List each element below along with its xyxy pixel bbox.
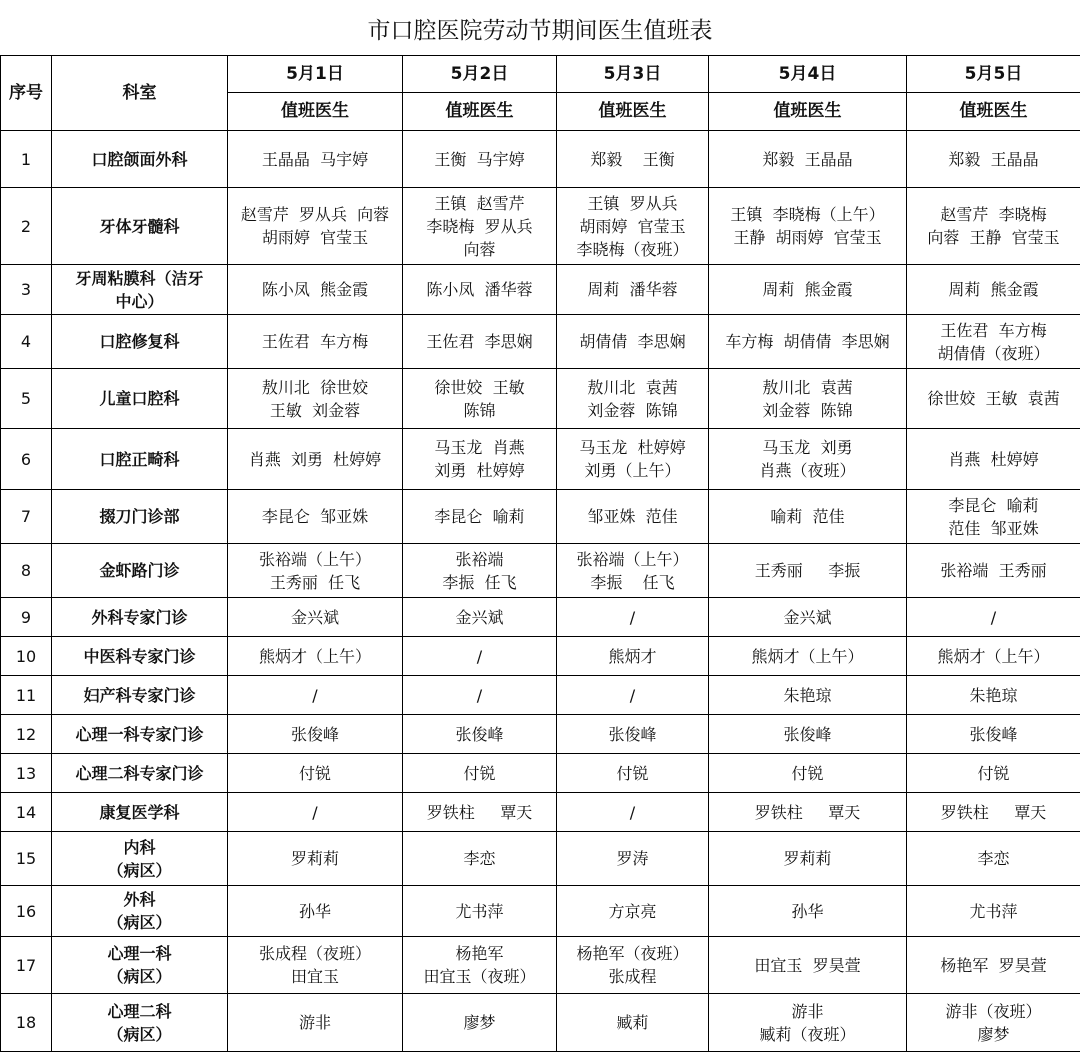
duty-cell	[403, 369, 557, 429]
duty-roster-table	[0, 55, 1080, 1052]
doctor-names: 尤书萍	[969, 901, 1018, 921]
duty-cell	[557, 937, 709, 994]
doctor-names: 金兴斌	[783, 607, 832, 627]
doctor-names: 游非	[298, 1013, 331, 1032]
department-cell	[52, 886, 228, 937]
header-seq: 序号	[1, 56, 52, 131]
duty-cell	[907, 315, 1080, 369]
doctor-names: 肖燕 刘勇 杜婷婷	[248, 449, 382, 469]
doctor-names: 徐世姣 王敏 袁茜	[927, 389, 1060, 408]
doctor-names: 罗莉莉	[290, 849, 339, 868]
duty-cell	[403, 265, 557, 315]
table-row	[1, 131, 1080, 188]
duty-cell	[557, 715, 709, 754]
duty-cell	[709, 937, 907, 994]
doctor-names: 朱艳琼	[783, 685, 832, 705]
row-number: 9	[1, 598, 52, 637]
department-cell	[52, 131, 228, 188]
department-cell	[52, 754, 228, 793]
department-cell	[52, 598, 228, 637]
doctor-names: 张俊峰	[455, 724, 504, 744]
duty-cell	[709, 315, 907, 369]
row-number: 12	[1, 715, 52, 754]
header-on-duty: 值班医生	[907, 93, 1080, 131]
doctor-names: 肖燕 杜婷婷	[948, 449, 1039, 469]
doctor-names: 赵雪芹 李晓梅	[940, 205, 1047, 224]
doctor-names: 胡雨婷 官莹玉	[579, 216, 686, 236]
duty-cell	[228, 429, 403, 490]
doctor-names: 杨艳军	[455, 944, 504, 963]
duty-cell	[709, 832, 907, 886]
doctor-names: 廖梦	[463, 1013, 496, 1032]
doctor-names: 李昆仑 喻莉	[434, 507, 525, 526]
doctor-names: 郑毅 王晶晶	[762, 149, 853, 169]
doctor-names: 李昆仑 邹亚姝	[261, 507, 369, 526]
duty-cell	[228, 715, 403, 754]
table-row	[1, 490, 1080, 544]
duty-cell	[907, 715, 1080, 754]
doctor-names: 王秀丽 李振	[754, 561, 861, 580]
duty-cell	[403, 429, 557, 490]
duty-cell	[228, 886, 403, 937]
department-name: 口腔正畸科	[99, 449, 180, 469]
header-date: 5月5日	[907, 56, 1080, 93]
duty-cell	[907, 637, 1080, 676]
doctor-names: 王秀丽 任飞	[269, 572, 361, 592]
doctor-names: 张俊峰	[783, 724, 832, 744]
doctor-names: /	[312, 685, 318, 705]
doctor-names: 臧莉（夜班）	[759, 1024, 856, 1044]
duty-cell	[403, 886, 557, 937]
row-number: 8	[1, 544, 52, 598]
doctor-names: 张成程	[608, 967, 657, 986]
duty-cell	[403, 754, 557, 793]
duty-cell	[709, 715, 907, 754]
doctor-names: 朱艳琼	[969, 685, 1018, 705]
doctor-names: 付锐	[298, 763, 331, 783]
duty-cell	[557, 544, 709, 598]
doctor-names: 王敏 刘金蓉	[269, 400, 361, 420]
doctor-names: 王镇 李晓梅（上午）	[730, 205, 885, 224]
department-name: 牙周粘膜科（洁牙	[75, 268, 204, 288]
department-name: 妇产科专家门诊	[83, 685, 196, 705]
duty-cell	[403, 637, 557, 676]
department-cell	[52, 265, 228, 315]
row-number: 5	[1, 369, 52, 429]
department-name: 康复医学科	[99, 802, 180, 822]
duty-cell	[907, 886, 1080, 937]
doctor-names: 付锐	[463, 763, 496, 783]
header-dept: 科室	[52, 56, 228, 131]
duty-cell	[907, 131, 1080, 188]
doctor-names: 王镇 赵雪芹	[434, 193, 525, 213]
row-number: 14	[1, 793, 52, 832]
duty-cell	[228, 637, 403, 676]
duty-cell	[557, 886, 709, 937]
duty-cell	[228, 832, 403, 886]
doctor-names: 敖川北 袁茜	[587, 377, 678, 397]
doctor-names: 周莉 熊金霞	[948, 280, 1039, 299]
doctor-names: 王佐君 李思娴	[426, 332, 533, 351]
department-cell	[52, 637, 228, 676]
doctor-names: 王佐君 车方梅	[940, 320, 1047, 340]
doctor-names: 周莉 熊金霞	[762, 280, 853, 299]
duty-cell	[557, 832, 709, 886]
duty-cell	[557, 265, 709, 315]
duty-cell	[403, 131, 557, 188]
duty-cell	[557, 676, 709, 715]
duty-cell	[557, 369, 709, 429]
duty-cell	[228, 793, 403, 832]
duty-cell	[709, 131, 907, 188]
duty-cell	[709, 429, 907, 490]
table-row	[1, 994, 1080, 1052]
department-name: 中医科专家门诊	[83, 646, 196, 666]
department-cell	[52, 544, 228, 598]
duty-cell	[403, 832, 557, 886]
table-row	[1, 544, 1080, 598]
doctor-names: 张裕端	[455, 549, 504, 569]
department-name: 心理二科专家门诊	[75, 763, 204, 783]
doctor-names: 赵雪芹 罗从兵 向蓉	[240, 205, 390, 224]
header-on-duty: 值班医生	[709, 93, 907, 131]
duty-cell	[403, 676, 557, 715]
doctor-names: 金兴斌	[290, 607, 339, 627]
duty-cell	[907, 429, 1080, 490]
duty-cell	[907, 369, 1080, 429]
duty-cell	[403, 715, 557, 754]
row-number: 15	[1, 832, 52, 886]
duty-cell	[907, 937, 1080, 994]
duty-cell	[709, 886, 907, 937]
department-cell	[52, 676, 228, 715]
doctor-names: 杨艳军（夜班）	[576, 944, 689, 963]
department-cell	[52, 490, 228, 544]
duty-cell	[907, 754, 1080, 793]
doctor-names: 王佐君 车方梅	[261, 332, 369, 351]
duty-cell	[228, 315, 403, 369]
doctor-names: 游非（夜班）	[945, 1001, 1042, 1021]
doctor-names: 王镇 罗从兵	[587, 193, 678, 213]
table-row	[1, 598, 1080, 637]
doctor-names: 李昆仑 喻莉	[948, 495, 1039, 515]
header-on-duty: 值班医生	[228, 93, 403, 131]
department-name: （病区）	[107, 967, 172, 986]
department-name: （病区）	[107, 1024, 172, 1044]
table-row	[1, 886, 1080, 937]
doctor-names: 付锐	[616, 763, 649, 783]
doctor-names: 胡倩倩（夜班）	[937, 343, 1050, 363]
table-row	[1, 793, 1080, 832]
duty-cell	[403, 188, 557, 265]
doctor-names: 郑毅 王晶晶	[948, 149, 1039, 169]
department-name: 外科专家门诊	[91, 607, 188, 627]
row-number: 1	[1, 131, 52, 188]
doctor-names: /	[476, 646, 483, 666]
doctor-names: 王衡 马宇婷	[434, 149, 525, 169]
table-row	[1, 429, 1080, 490]
page-title: 市口腔医院劳动节期间医生值班表	[367, 17, 713, 44]
row-number: 17	[1, 937, 52, 994]
doctor-names: 李振 任飞	[442, 572, 517, 592]
row-number: 13	[1, 754, 52, 793]
doctor-names: 肖燕（夜班）	[759, 461, 856, 480]
duty-cell	[709, 994, 907, 1052]
duty-cell	[907, 832, 1080, 886]
doctor-names: 罗铁柱 覃天	[940, 802, 1047, 822]
doctor-names: 付锐	[791, 763, 824, 783]
doctor-names: 王晶晶 马宇婷	[261, 149, 369, 169]
doctor-names: 方京亮	[608, 901, 657, 921]
doctor-names: 田宜玉 罗昊萱	[754, 955, 861, 975]
duty-cell	[557, 994, 709, 1052]
doctor-names: 张俊峰	[969, 724, 1018, 744]
header-date: 5月4日	[709, 56, 907, 93]
row-number: 4	[1, 315, 52, 369]
duty-cell	[403, 937, 557, 994]
duty-cell	[557, 754, 709, 793]
row-number: 7	[1, 490, 52, 544]
doctor-names: 马玉龙 肖燕	[434, 438, 525, 457]
doctor-names: /	[312, 802, 318, 822]
doctor-names: 陈锦	[463, 400, 496, 420]
doctor-names: 张裕端（上午）	[576, 549, 689, 569]
duty-cell	[228, 937, 403, 994]
doctor-names: 李恋	[977, 849, 1010, 868]
doctor-names: 杨艳军 罗昊萱	[940, 955, 1047, 975]
department-cell	[52, 994, 228, 1052]
department-name: （病区）	[107, 913, 172, 932]
doctor-names: 范佳 邹亚姝	[948, 518, 1039, 538]
table-row	[1, 754, 1080, 793]
duty-cell	[557, 637, 709, 676]
table-row	[1, 315, 1080, 369]
duty-cell	[907, 544, 1080, 598]
doctor-names: 刘金蓉 陈锦	[762, 400, 853, 420]
duty-cell	[709, 793, 907, 832]
doctor-names: /	[476, 685, 483, 705]
duty-cell	[907, 793, 1080, 832]
doctor-names: /	[990, 607, 997, 627]
doctor-names: 张成程（夜班）	[258, 944, 371, 963]
duty-cell	[557, 793, 709, 832]
doctor-names: 张裕端（上午）	[258, 549, 371, 569]
duty-cell	[403, 994, 557, 1052]
duty-cell	[709, 188, 907, 265]
department-name: 掇刀门诊部	[99, 507, 180, 526]
duty-cell	[557, 188, 709, 265]
row-number: 16	[1, 886, 52, 937]
department-cell	[52, 188, 228, 265]
duty-cell	[228, 490, 403, 544]
doctor-names: 熊炳才	[608, 646, 657, 666]
doctor-names: 郑毅 王衡	[590, 149, 675, 169]
doctor-names: 尤书萍	[455, 901, 504, 921]
doctor-names: /	[629, 685, 636, 705]
duty-cell	[557, 131, 709, 188]
doctor-names: 王静 胡雨婷 官莹玉	[733, 228, 882, 247]
duty-cell	[228, 676, 403, 715]
department-name: 口腔修复科	[99, 332, 180, 351]
duty-cell	[557, 598, 709, 637]
row-number: 10	[1, 637, 52, 676]
doctor-names: 向蓉	[463, 239, 496, 259]
duty-cell	[709, 637, 907, 676]
row-number: 3	[1, 265, 52, 315]
duty-cell	[228, 994, 403, 1052]
duty-cell	[709, 544, 907, 598]
doctor-names: 张俊峰	[608, 724, 657, 744]
table-row	[1, 832, 1080, 886]
doctor-names: 熊炳才（上午）	[751, 646, 864, 666]
doctor-names: 车方梅 胡倩倩 李思娴	[725, 332, 890, 351]
doctor-names: 李晓梅（夜班）	[576, 239, 689, 259]
duty-cell	[228, 369, 403, 429]
doctor-names: 田宜玉	[290, 967, 339, 986]
doctor-names: 臧莉	[616, 1013, 649, 1032]
doctor-names: 刘勇（上午）	[584, 461, 681, 480]
duty-cell	[709, 490, 907, 544]
department-cell	[52, 937, 228, 994]
department-name: 心理一科专家门诊	[75, 724, 204, 744]
duty-cell	[403, 490, 557, 544]
doctor-names: 孙华	[791, 901, 824, 921]
duty-cell	[228, 754, 403, 793]
doctor-names: 田宜玉（夜班）	[423, 967, 536, 986]
doctor-names: 马玉龙 杜婷婷	[579, 438, 686, 457]
row-number: 11	[1, 676, 52, 715]
duty-cell	[403, 544, 557, 598]
doctor-names: 罗涛	[616, 849, 649, 868]
duty-cell	[709, 265, 907, 315]
doctor-names: 李振 任飞	[590, 572, 675, 592]
table-row	[1, 265, 1080, 315]
duty-cell	[709, 369, 907, 429]
doctor-names: 马玉龙 刘勇	[762, 438, 853, 457]
department-name: 中心）	[115, 291, 164, 311]
doctor-names: 刘金蓉 陈锦	[587, 400, 678, 420]
header-on-duty: 值班医生	[403, 93, 557, 131]
department-name: 金虾路门诊	[99, 561, 180, 580]
doctor-names: 张俊峰	[290, 724, 339, 744]
department-name: 牙体牙髓科	[99, 216, 180, 236]
header-date: 5月1日	[228, 56, 403, 93]
doctor-names: 罗铁柱 覃天	[754, 802, 861, 822]
roster-body	[1, 131, 1080, 1052]
duty-cell	[403, 598, 557, 637]
doctor-names: /	[629, 607, 636, 627]
duty-cell	[403, 793, 557, 832]
doctor-names: 付锐	[977, 763, 1010, 783]
table-row	[1, 188, 1080, 265]
doctor-names: 张裕端 王秀丽	[940, 561, 1047, 580]
duty-cell	[907, 598, 1080, 637]
doctor-names: 邹亚姝 范佳	[587, 507, 678, 526]
department-cell	[52, 715, 228, 754]
department-name: （病区）	[107, 860, 172, 880]
header-on-duty: 值班医生	[557, 93, 709, 131]
department-name: 外科	[123, 890, 156, 909]
department-cell	[52, 832, 228, 886]
department-name: 儿童口腔科	[99, 389, 180, 408]
duty-cell	[709, 754, 907, 793]
duty-cell	[907, 676, 1080, 715]
doctor-names: 游非	[791, 1001, 824, 1021]
doctor-names: 罗铁柱 覃天	[426, 802, 533, 822]
duty-cell	[907, 265, 1080, 315]
duty-cell	[709, 598, 907, 637]
doctor-names: 廖梦	[977, 1024, 1010, 1044]
row-number: 18	[1, 994, 52, 1052]
header-row-dates	[1, 56, 1080, 93]
doctor-names: 徐世姣 王敏	[434, 377, 525, 397]
duty-cell	[228, 188, 403, 265]
department-cell	[52, 793, 228, 832]
doctor-names: /	[629, 802, 636, 822]
doctor-names: 敖川北 徐世姣	[261, 377, 369, 397]
doctor-names: 胡雨婷 官莹玉	[261, 228, 369, 247]
doctor-names: 熊炳才（上午）	[258, 646, 371, 666]
header-date: 5月3日	[557, 56, 709, 93]
table-row	[1, 715, 1080, 754]
duty-cell	[907, 188, 1080, 265]
department-name: 心理一科	[107, 944, 172, 963]
doctor-names: 敖川北 袁茜	[762, 377, 853, 397]
doctor-names: 孙华	[298, 901, 331, 921]
doctor-names: 李晓梅 罗从兵	[426, 216, 533, 236]
department-name: 口腔颌面外科	[91, 149, 188, 169]
duty-cell	[403, 315, 557, 369]
department-cell	[52, 369, 228, 429]
doctor-names: 陈小凤 潘华蓉	[426, 280, 533, 299]
table-row	[1, 369, 1080, 429]
table-row	[1, 637, 1080, 676]
duty-cell	[228, 265, 403, 315]
table-row	[1, 676, 1080, 715]
doctor-names: 喻莉 范佳	[770, 507, 845, 526]
table-row	[1, 937, 1080, 994]
department-name: 心理二科	[107, 1001, 172, 1021]
doctor-names: 李恋	[463, 849, 496, 868]
row-number: 2	[1, 188, 52, 265]
doctor-names: 周莉 潘华蓉	[587, 280, 678, 299]
department-cell	[52, 429, 228, 490]
duty-cell	[228, 544, 403, 598]
duty-cell	[907, 994, 1080, 1052]
doctor-names: 陈小凤 熊金霞	[261, 280, 369, 299]
header-date: 5月2日	[403, 56, 557, 93]
doctor-names: 熊炳才（上午）	[937, 646, 1050, 666]
doctor-names: 向蓉 王静 官莹玉	[927, 228, 1060, 247]
duty-cell	[557, 315, 709, 369]
duty-cell	[557, 429, 709, 490]
duty-cell	[709, 676, 907, 715]
duty-cell	[228, 131, 403, 188]
duty-cell	[907, 490, 1080, 544]
department-cell	[52, 315, 228, 369]
duty-cell	[557, 490, 709, 544]
doctor-names: 刘勇 杜婷婷	[434, 461, 525, 480]
doctor-names: 胡倩倩 李思娴	[579, 332, 686, 351]
duty-cell	[228, 598, 403, 637]
doctor-names: 金兴斌	[455, 607, 504, 627]
row-number: 6	[1, 429, 52, 490]
doctor-names: 罗莉莉	[783, 849, 832, 868]
department-name: 内科	[123, 837, 156, 857]
